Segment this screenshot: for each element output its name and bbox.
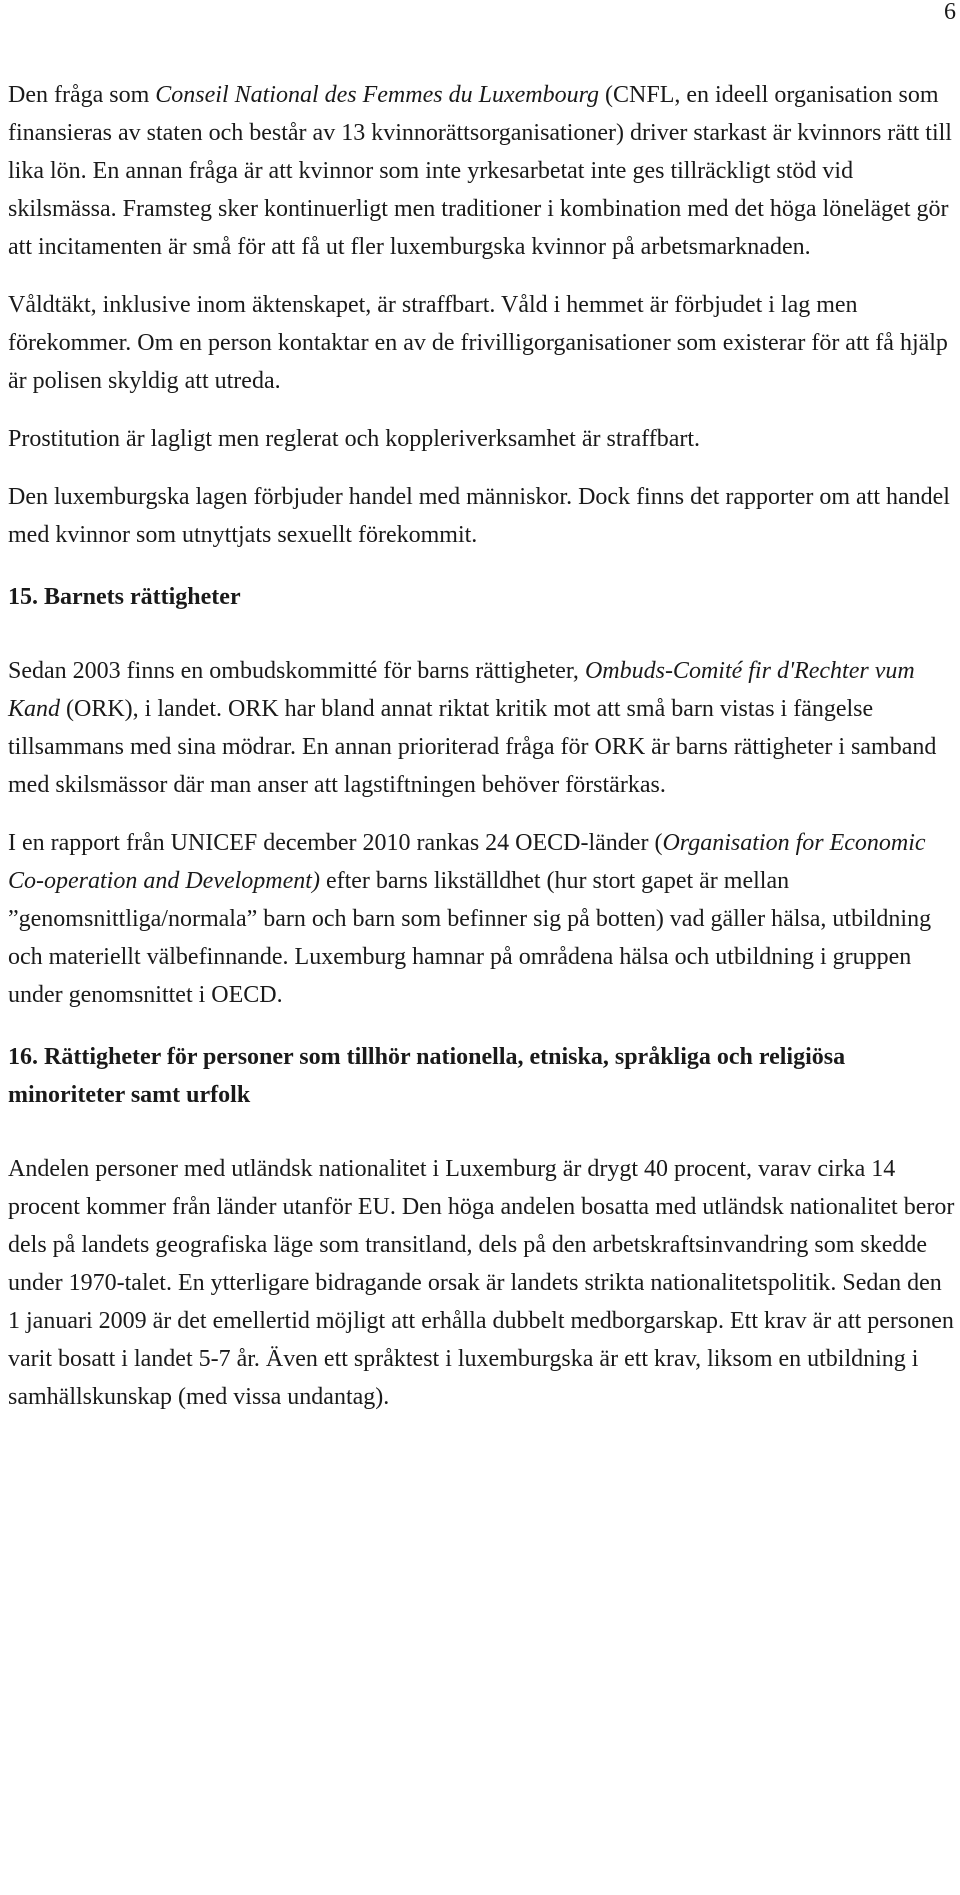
paragraph-text: Den fråga som bbox=[8, 82, 156, 108]
paragraph-text: I en rapport från UNICEF december 2010 rankas 24 OECD-länder ( bbox=[8, 830, 663, 856]
section-15-heading: 15. Barnets rättigheter bbox=[8, 584, 241, 610]
paragraph-prostitution: Prostitution är lagligt men reglerat och koppleriverksamhet är straffbart. bbox=[8, 426, 701, 452]
paragraph-minorities: Andelen personer med utländsk nationalitet i Luxemburg är drygt 40 procent, varav cirka 14 procent kommer från länder utanför EU. Den höga andelen bosatta med utländsk nationalitet beror dels på landets geografiska läge som transitland, dels på den arbetskraftsinvandring som skedde under 1970-talet. En ytterligare bidragande orsak är landets strikta nationalitetspolitik. Sedan den 1 januari 2009 är det emellertid möjligt att erhålla dubbelt medborgarskap. Ett krav är att personen varit bosatt i landet 5-7 år. Även ett språktest i luxemburgska är ett krav, liksom en utbildning i samhällskunskap (med vissa undantag). bbox=[8, 1156, 955, 1410]
section-16-heading: 16. Rättigheter för personer som tillhör nationella, etniska, språkliga och religiösa minoriteter samt urfolk bbox=[8, 1044, 846, 1108]
paragraph-text: (ORK), i landet. ORK har bland annat riktat kritik mot att små barn vistas i fängelse tillsammans med sina mödrar. En annan prioriterad fråga för ORK är barns rättigheter i samband med skilsmässor där man anser att lagstiftningen behöver förstärkas. bbox=[8, 696, 937, 798]
paragraph-cnfl bbox=[8, 76, 956, 266]
paragraph-text: (CNFL, en ideell organisation som finansieras av staten och består av 13 kvinnorättsorganisationer) driver starkast är kvinnors rätt till lika lön. En annan fråga är att kvinnor som inte yrkesarbetat inte ges tillräckligt stöd vid skilsmässa. Framsteg sker kontinuerligt men traditioner i kombination med det höga löneläget gör att incitamenten är små för att få ut fler luxemburgska kvinnor på arbetsmarknaden. bbox=[8, 82, 952, 260]
paragraph-violence: Våldtäkt, inklusive inom äktenskapet, är straffbart. Våld i hemmet är förbjudet i lag men förekommer. Om en person kontaktar en av de frivilligorganisationer som existerar för att få hjälp är polisen skyldig att utreda. bbox=[8, 292, 948, 394]
organization-name: Organisation for Economic Co-operation and Development) bbox=[8, 830, 926, 894]
paragraph-trafficking: Den luxemburgska lagen förbjuder handel med människor. Dock finns det rapporter om att handel med kvinnor som utnyttjats sexuellt förekommit. bbox=[8, 484, 950, 548]
paragraph-unicef bbox=[8, 824, 956, 1014]
document-body bbox=[8, 76, 956, 1436]
paragraph-text: Sedan 2003 finns en ombudskommitté för barns rättigheter, bbox=[8, 658, 585, 684]
page-number: 6 bbox=[944, 0, 956, 25]
organization-name: Ombuds-Comité fir d'Rechter vum Kand bbox=[8, 658, 915, 722]
paragraph-text: efter barns likställdhet (hur stort gapet är mellan ”genomsnittliga/normala” barn och barn som befinner sig på botten) vad gäller hälsa, utbildning och materiellt välbefinnande. Luxemburg hamnar på områdena hälsa och utbildning i gruppen under genomsnittet i OECD. bbox=[8, 868, 932, 1008]
organization-name: Conseil National des Femmes du Luxembourg bbox=[155, 82, 600, 108]
paragraph-ork bbox=[8, 652, 956, 804]
